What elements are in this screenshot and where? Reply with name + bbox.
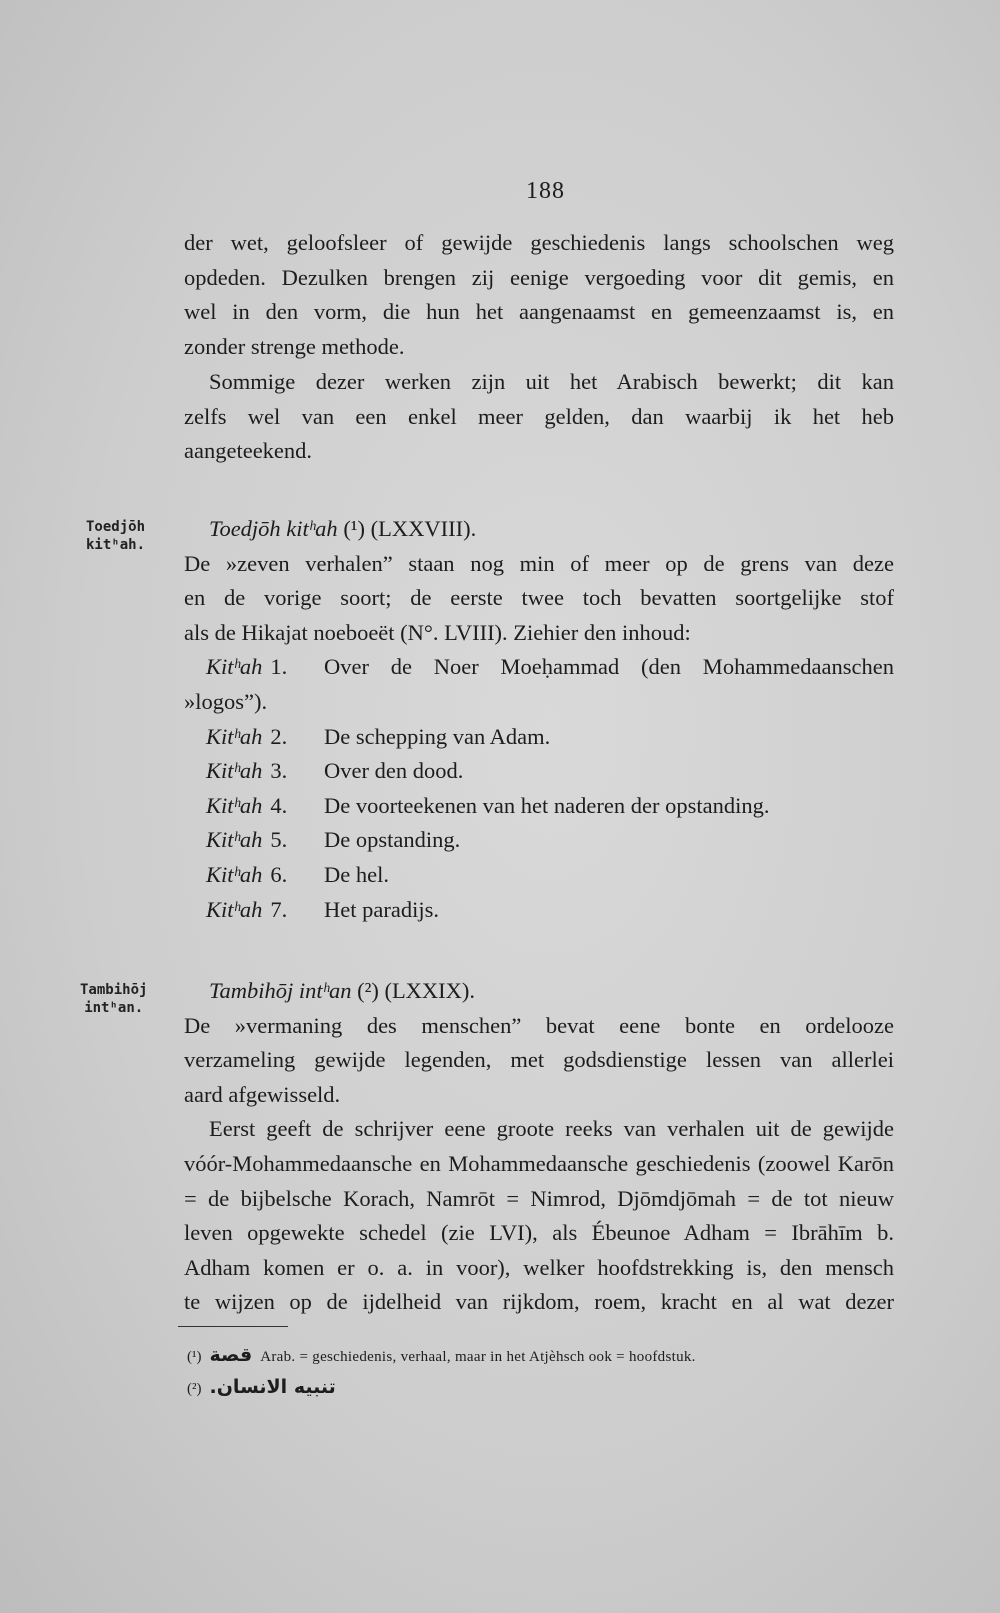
margin-note-tambihoj <box>80 981 147 1017</box>
kitah-item <box>184 823 894 858</box>
section-heading <box>184 512 894 547</box>
text-line: verzameling gewijde legenden, met godsdienstige lessen van allerlei <box>184 1047 894 1073</box>
kitah-label: Kitʰah <box>206 827 263 853</box>
text-line: aangeteekend. <box>184 438 313 464</box>
section-heading <box>184 974 894 1009</box>
paragraph-intro <box>184 226 894 364</box>
section-heading-ref: (²) (LXXIX). <box>351 978 476 1003</box>
kitah-number: 4. <box>270 792 288 818</box>
kitah-label: Kitʰah <box>206 654 263 680</box>
text-line: opdeden. Dezulken brengen zij eenige vergoeding voor dit gemis, en <box>184 264 894 290</box>
margin-note-line: Toedjōh <box>86 519 146 535</box>
kitah-text: De hel. <box>324 861 389 887</box>
footnote-mark: (²) <box>187 1381 202 1397</box>
kitah-number: 7. <box>270 896 288 922</box>
kitah-continuation: »logos”). <box>184 688 268 714</box>
text-line: zonder strenge methode. <box>184 333 405 359</box>
text-line: te wijzen op de ijdelheid van rijkdom, roem, kracht en al wat dezer <box>184 1289 894 1315</box>
kitah-text: De voorteekenen van het naderen der opstanding. <box>324 792 770 818</box>
text-line: Sommige dezer werken zijn uit het Arabisch bewerkt; dit kan <box>209 369 894 394</box>
margin-note-line: Tambihōj <box>80 982 148 998</box>
footnote-mark: (¹) <box>187 1349 202 1365</box>
footnote-text: Arab. = geschiedenis, verhaal, maar in het Atjèhsch ook = hoofdstuk. <box>260 1349 696 1365</box>
kitah-number: 3. <box>270 758 288 784</box>
margin-note-line: intʰan. <box>84 1000 144 1016</box>
text-line: der wet, geloofsleer of gewijde geschiedenis langs schoolschen weg <box>184 230 894 255</box>
kitah-label: Kitʰah <box>206 723 263 749</box>
section-tambihoj-intan <box>184 974 894 1320</box>
margin-note-toedjoh <box>86 518 145 554</box>
kitah-label: Kitʰah <box>206 792 263 818</box>
kitah-number: 1. <box>270 654 288 680</box>
kitah-text: De schepping van Adam. <box>324 723 551 749</box>
text-line: = de bijbelsche Korach, Namrōt = Nimrod, Djōmdjōmah = de tot nieuw <box>184 1185 894 1211</box>
footnote-arabic: تنبيه الانسان. <box>209 1376 336 1398</box>
footnote <box>187 1340 897 1372</box>
text-line: De »vermaning des menschen” bevat eene bonte en ordelooze <box>184 1012 894 1038</box>
kitah-label: Kitʰah <box>206 861 263 887</box>
text-line: vóór-Mohammedaansche en Mohammedaansche geschiedenis (zoowel Karōn <box>184 1150 894 1176</box>
footnote-arabic: قصة <box>209 1344 253 1366</box>
footnote <box>187 1372 897 1404</box>
kitah-item <box>184 754 894 789</box>
kitah-text: Het paradijs. <box>324 896 439 922</box>
text-line: zelfs wel van een enkel meer gelden, dan waarbij ik het heb <box>184 403 894 429</box>
kitah-item <box>184 650 894 685</box>
kitah-label: Kitʰah <box>206 758 263 784</box>
footnote-separator <box>178 1326 288 1327</box>
kitah-number: 2. <box>270 723 288 749</box>
kitah-item <box>184 720 894 755</box>
text-line: en de vorige soort; de eerste twee toch bevatten soortgelijke stof <box>184 585 894 611</box>
kitah-item <box>184 858 894 893</box>
text-line: Eerst geeft de schrijver eene groote reeks van verhalen uit de gewijde <box>209 1116 894 1142</box>
section-heading-title: Tambihōj intʰan <box>209 978 352 1003</box>
text-line: wel in den vorm, die hun het aangenaamst en gemeenzaamst is, en <box>184 299 894 325</box>
text-line: Adham komen er o. a. in voor), welker hoofdstrekking is, den mensch <box>184 1254 894 1280</box>
text-line: leven opgewekte schedel (zie LVI), als Ébeunoe Adham = Ibrāhīm b. <box>184 1220 894 1246</box>
section-toedjoh-kitah <box>184 512 894 927</box>
kitah-item <box>184 893 894 928</box>
section-heading-title: Toedjōh kitʰah <box>209 516 338 541</box>
section-heading-ref: (¹) (LXXVIII). <box>337 516 477 541</box>
kitah-label: Kitʰah <box>206 896 263 922</box>
kitah-text: De opstanding. <box>324 827 461 853</box>
kitah-text: Over den dood. <box>324 758 464 784</box>
text-line: aard afgewisseld. <box>184 1081 341 1107</box>
text-line: De »zeven verhalen” staan nog min of meer op de grens van deze <box>184 550 894 576</box>
kitah-item <box>184 789 894 824</box>
margin-note-line: kitʰah. <box>86 537 146 553</box>
text-line: als de Hikajat noeboeët (N°. LVIII). Ziehier den inhoud: <box>184 619 691 645</box>
paragraph-arabic-note <box>184 365 894 469</box>
kitah-number: 5. <box>270 827 288 853</box>
kitah-number: 6. <box>270 861 288 887</box>
footnotes <box>187 1340 897 1404</box>
kitah-text: Over de Noer Moeḥammad (den Mohammedaanschen <box>324 654 894 680</box>
page-number: 188 <box>526 178 565 204</box>
kitah-list <box>184 650 894 927</box>
